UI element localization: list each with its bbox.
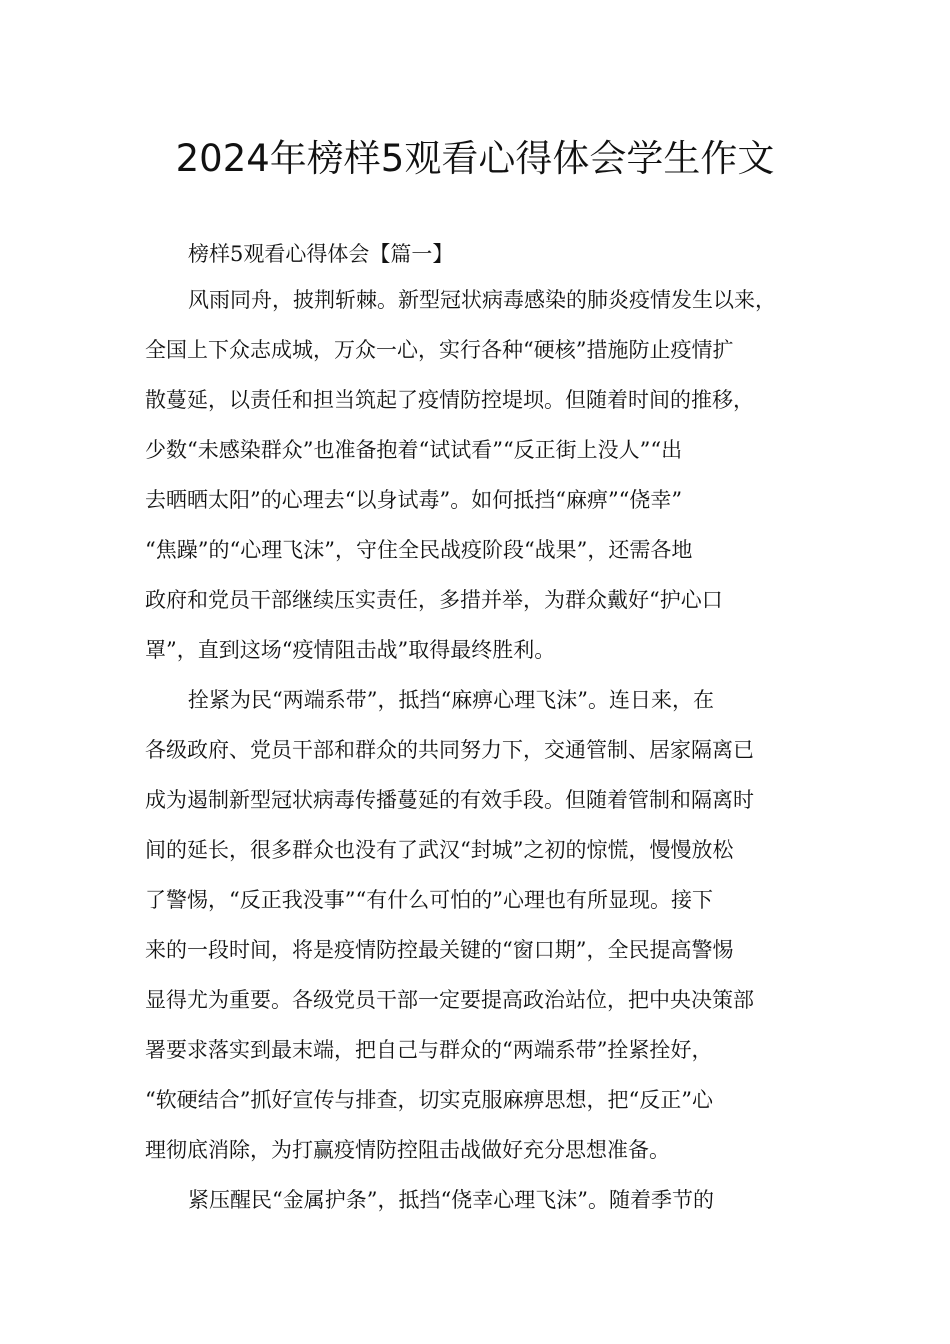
paragraph-line: 拴紧为民“两端系带”，抵挡“麻痹心理飞沫”。连日来，在 <box>188 688 714 712</box>
paragraph-line: “软硬结合”抓好宣传与排查，切实克服麻痹思想，把“反正”心 <box>145 1088 713 1112</box>
paragraph-line: 间的延长，很多群众也没有了武汉“封城”之初的惊慌，慢慢放松 <box>145 838 734 862</box>
paragraph-line: 了警惕，“反正我没事”“有什么可怕的”心理也有所显现。接下 <box>145 888 713 912</box>
paragraph-line: 来的一段时间，将是疫情防控最关键的“窗口期”，全民提高警惕 <box>145 938 734 962</box>
paragraph-line: 署要求落实到最末端，把自己与群众的“两端系带”拴紧拴好， <box>145 1038 713 1062</box>
paragraph-line: “焦躁”的“心理飞沫”，守住全民战疫阶段“战果”，还需各地 <box>145 538 693 562</box>
paragraph-line: 风雨同舟，披荆斩棘。新型冠状病毒感染的肺炎疫情发生以来， <box>188 288 776 312</box>
paragraph-line: 去晒晒太阳”的心理去“以身试毒”。如何抵挡“麻痹”“侥幸” <box>145 488 683 512</box>
paragraph-line: 全国上下众志成城，万众一心，实行各种“硬核”措施防止疫情扩 <box>145 338 734 362</box>
paragraph-2 <box>145 684 825 1184</box>
paragraph-line: 政府和党员干部继续压实责任，多措并举，为群众戴好“护心口 <box>145 588 723 612</box>
paragraph-line: 散蔓延，以责任和担当筑起了疫情防控堤坝。但随着时间的推移， <box>145 388 754 412</box>
paragraph-line: 显得尤为重要。各级党员干部一定要提高政治站位，把中央决策部 <box>145 988 754 1012</box>
paragraph-line: 成为遏制新型冠状病毒传播蔓延的有效手段。但随着管制和隔离时 <box>145 788 754 812</box>
paragraph-line: 理彻底消除，为打赢疫情防控阻击战做好充分思想准备。 <box>145 1138 670 1162</box>
paragraph-3 <box>145 1184 825 1234</box>
section-heading: 榜样5观看心得体会【篇一】 <box>188 242 454 266</box>
document-title: 2024年榜样5观看心得体会学生作文 <box>175 137 775 180</box>
paragraph-line: 紧压醒民“金属护条”，抵挡“侥幸心理飞沫”。随着季节的 <box>188 1188 714 1212</box>
paragraph-line: 少数“未感染群众”也准备抱着“试试看”“反正街上没人”“出 <box>145 438 683 462</box>
paragraph-1 <box>145 284 825 684</box>
paragraph-line: 罩”，直到这场“疫情阻击战”取得最终胜利。 <box>145 638 556 662</box>
paragraph-line: 各级政府、党员干部和群众的共同努力下，交通管制、居家隔离已 <box>145 738 754 762</box>
